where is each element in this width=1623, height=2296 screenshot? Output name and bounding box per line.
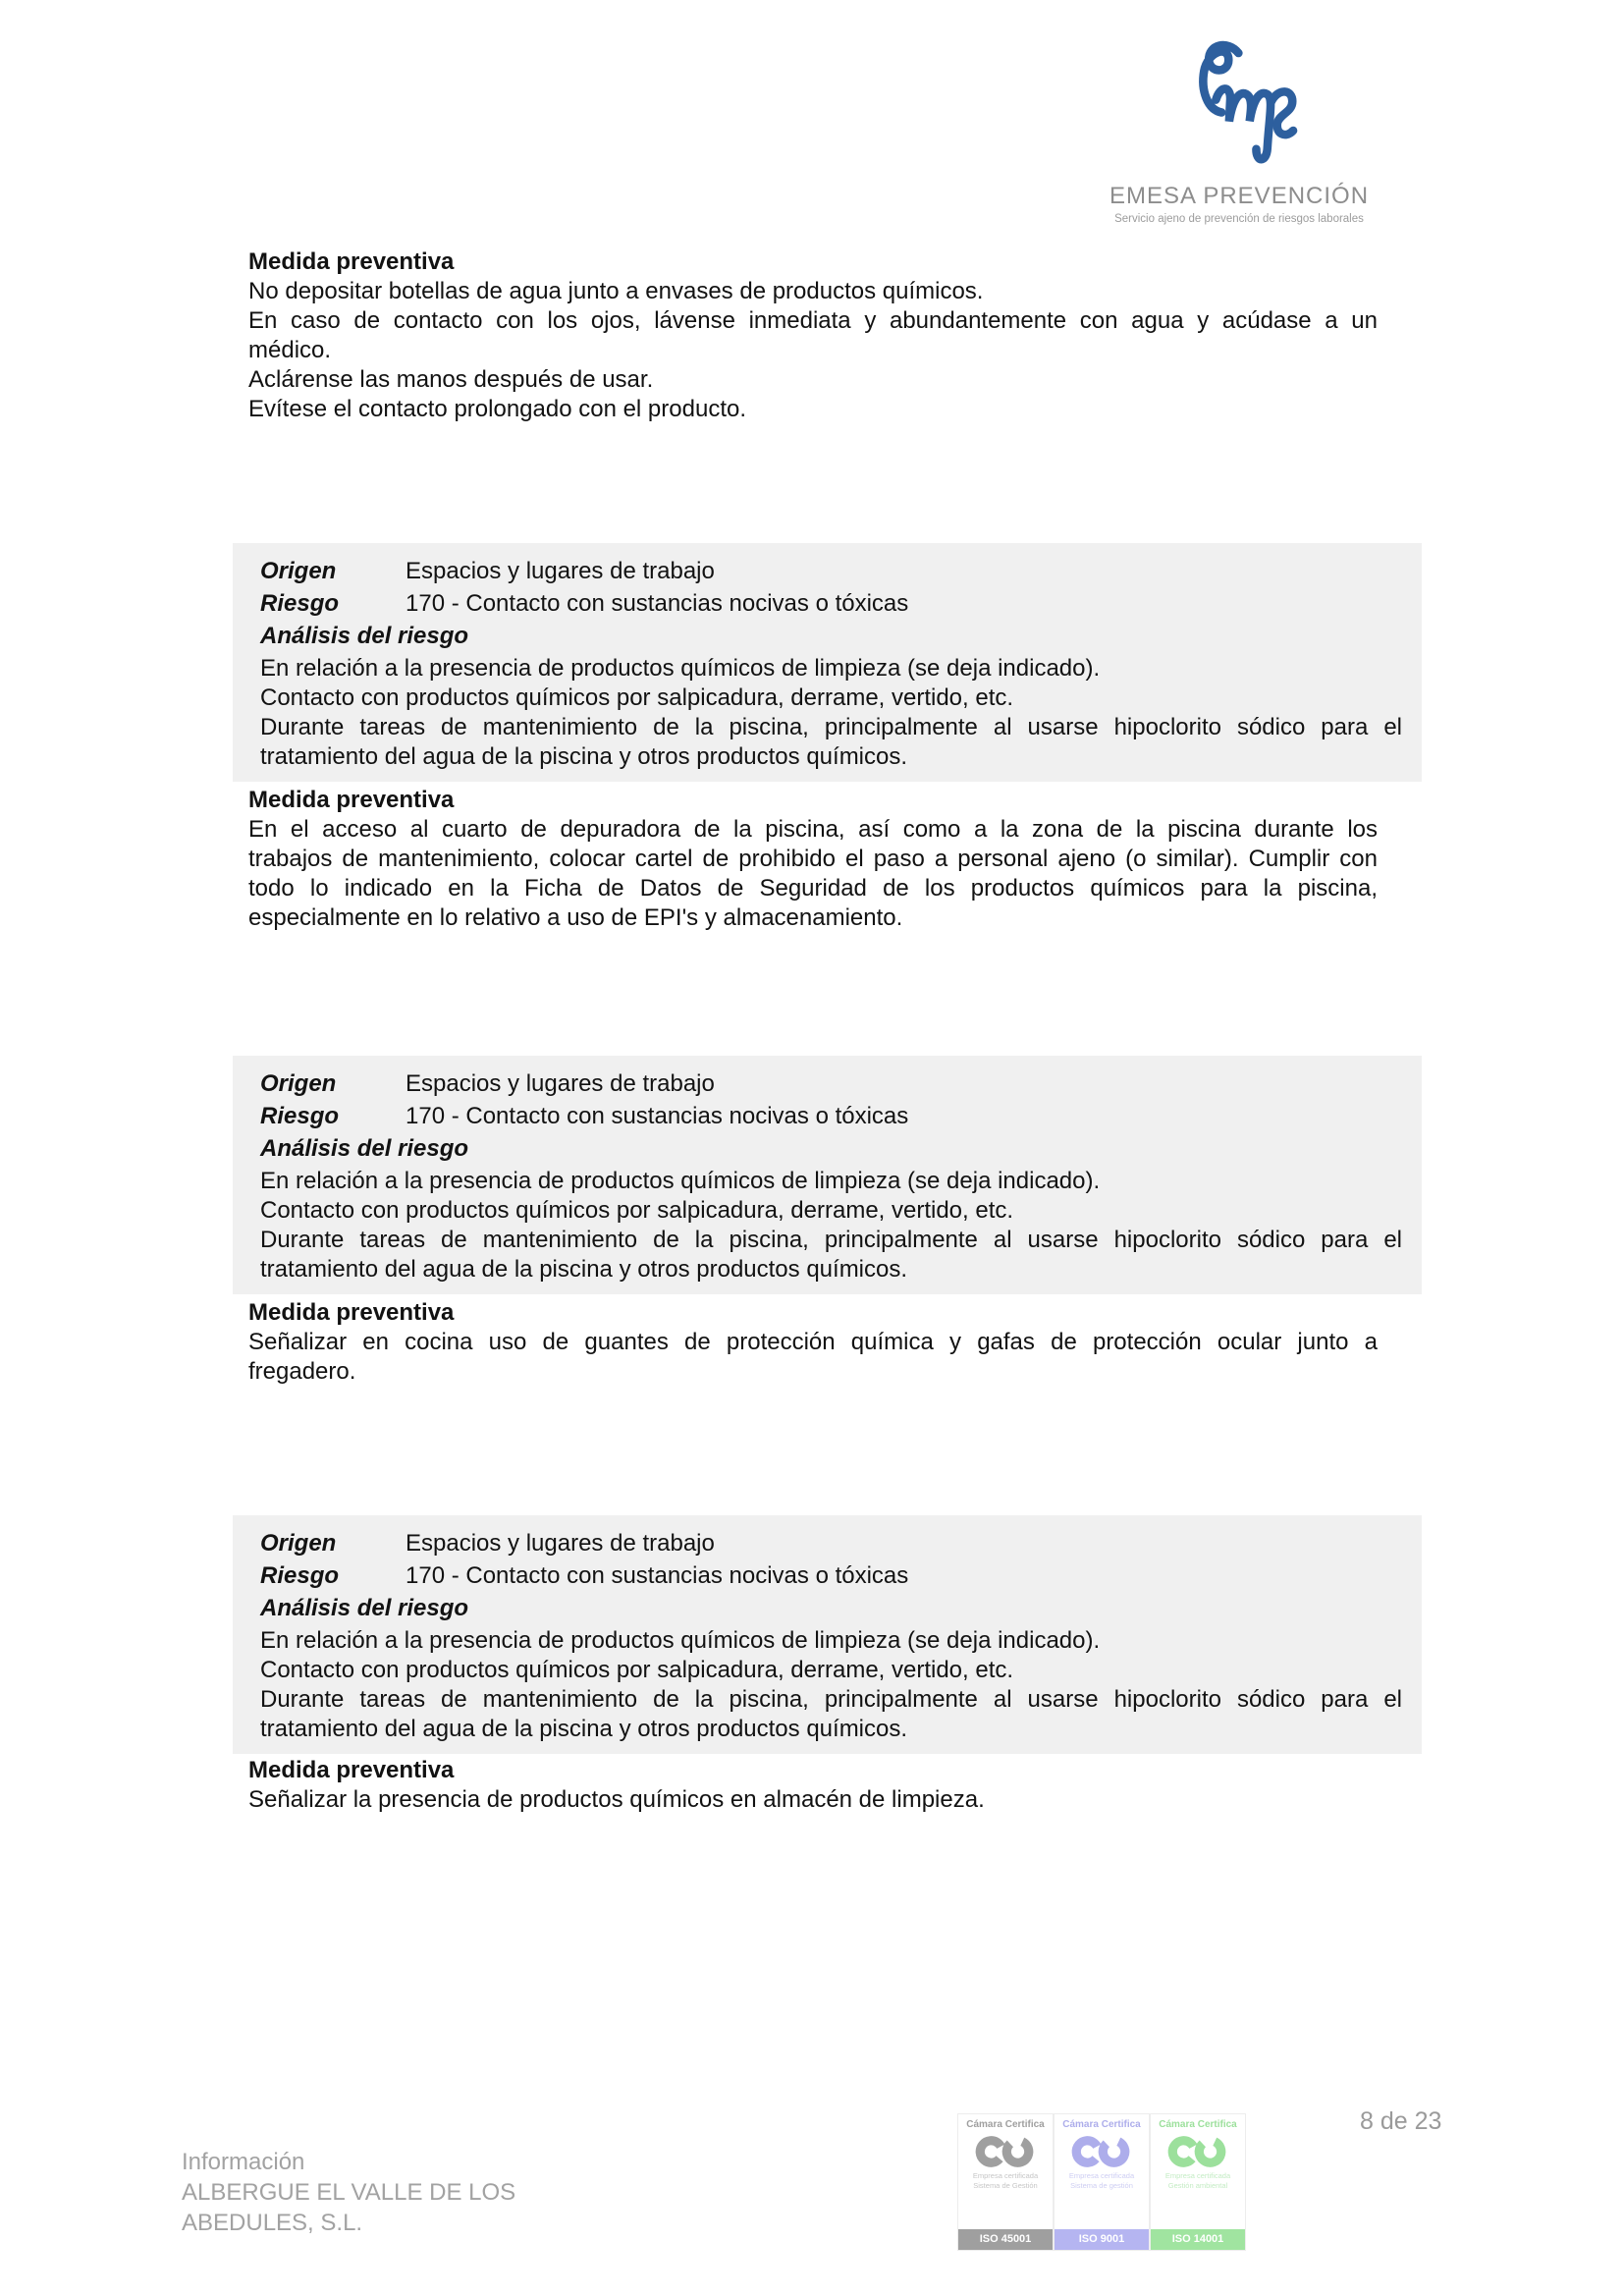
iso-45001-badge: [957, 2113, 1054, 2251]
risk-label: Riesgo: [260, 1103, 340, 1129]
measure-title: Medida preventiva: [248, 1757, 455, 1783]
measure-text-line: Evítese el contacto prolongado con el producto.: [248, 396, 746, 422]
origin-value: Espacios y lugares de trabajo: [406, 1070, 715, 1097]
risk-label: Riesgo: [260, 590, 340, 617]
footer-company-info: [182, 2147, 515, 2238]
preventive-measure-section-4: [248, 1756, 1378, 1815]
analysis-heading: Análisis del riesgo: [260, 623, 469, 649]
origin-row: [260, 557, 1402, 586]
analysis-text-line: En relación a la presencia de productos químicos de limpieza (se deja indicado).: [260, 1627, 1101, 1654]
badge-caption-line: Empresa certificada: [1164, 2171, 1231, 2180]
risk-row: [260, 589, 1402, 619]
origin-value: Espacios y lugares de trabajo: [406, 558, 715, 584]
badge-caption-line: Sistema de gestión: [1070, 2181, 1133, 2190]
origin-label: Origen: [260, 1070, 337, 1097]
brand-name: EMESA PREVENCIÓN: [1109, 183, 1370, 209]
badge-header: Cámara Certifica: [1062, 2119, 1141, 2130]
origin-row: [260, 1529, 1402, 1558]
preventive-measure-section-3: [248, 1298, 1378, 1387]
analysis-text-line: Contacto con productos químicos por salpicadura, derrame, vertido, etc.: [260, 684, 1014, 711]
analysis-text-line: Durante tareas de mantenimiento de la piscina, principalmente al usarse hipoclorito sódico para el: [260, 1686, 1402, 1713]
brand-tagline: Servicio ajeno de prevención de riesgos laborales: [1114, 213, 1364, 225]
emesa-script-logo-icon: [1180, 33, 1298, 177]
measure-text-line: Aclárense las manos después de usar.: [248, 366, 654, 393]
badge-caption-line: Gestión ambiental: [1167, 2181, 1228, 2190]
analysis-heading: Análisis del riesgo: [260, 1135, 469, 1162]
risk-row: [260, 1561, 1402, 1591]
badge-caption-line: Empresa certificada: [972, 2171, 1039, 2180]
measure-text-line: fregadero.: [248, 1358, 356, 1385]
badge-captions: [1069, 2171, 1134, 2191]
preventive-measure-section-1: [248, 247, 1378, 424]
analysis-text-line: Contacto con productos químicos por salpicadura, derrame, vertido, etc.: [260, 1197, 1014, 1224]
measure-title: Medida preventiva: [248, 1299, 455, 1326]
risk-block-2: [233, 1056, 1422, 1294]
risk-value: 170 - Contacto con sustancias nocivas o tóxicas: [406, 590, 909, 617]
badge-captions: [1165, 2171, 1230, 2191]
iso-label: ISO 14001: [1151, 2229, 1245, 2250]
origin-label: Origen: [260, 558, 337, 584]
risk-block-1: [233, 543, 1422, 782]
origin-label: Origen: [260, 1530, 337, 1557]
badge-caption-line: Empresa certificada: [1068, 2171, 1135, 2180]
risk-label: Riesgo: [260, 1562, 340, 1589]
analysis-text-line: En relación a la presencia de productos químicos de limpieza (se deja indicado).: [260, 1168, 1101, 1194]
measure-text-line: Señalizar en cocina uso de guantes de protección química y gafas de protección ocular junto a: [248, 1329, 1378, 1355]
iso-9001-badge: [1054, 2113, 1150, 2251]
measure-text-line: No depositar botellas de agua junto a envases de productos químicos.: [248, 278, 984, 304]
measure-title: Medida preventiva: [248, 787, 455, 813]
origin-value: Espacios y lugares de trabajo: [406, 1530, 715, 1557]
badge-caption-line: Sistema de Gestión: [973, 2181, 1038, 2190]
header-logo-block: [1080, 33, 1398, 225]
measure-title: Medida preventiva: [248, 248, 455, 275]
camara-certifica-cc-icon: [1069, 2134, 1134, 2169]
analysis-text-line: Durante tareas de mantenimiento de la piscina, principalmente al usarse hipoclorito sódico para el: [260, 1227, 1402, 1253]
camara-certifica-cc-icon: [1165, 2134, 1230, 2169]
risk-value: 170 - Contacto con sustancias nocivas o tóxicas: [406, 1103, 909, 1129]
iso-label: ISO 9001: [1055, 2229, 1149, 2250]
analysis-text-line: En relación a la presencia de productos químicos de limpieza (se deja indicado).: [260, 655, 1101, 682]
footer-info-label: Información: [182, 2149, 305, 2175]
measure-text-line: todo lo indicado en la Ficha de Datos de Seguridad de los productos químicos para la piscina,: [248, 875, 1378, 902]
badge-header: Cámara Certifica: [966, 2119, 1045, 2130]
measure-text-line: En caso de contacto con los ojos, lávense inmediata y abundantemente con agua y acúdase a un: [248, 307, 1378, 334]
risk-value: 170 - Contacto con sustancias nocivas o tóxicas: [406, 1562, 909, 1589]
camara-certifica-cc-icon: [973, 2134, 1038, 2169]
analysis-heading: Análisis del riesgo: [260, 1595, 469, 1621]
measure-text-line: médico.: [248, 337, 332, 363]
iso-label: ISO 45001: [958, 2229, 1053, 2250]
origin-row: [260, 1069, 1402, 1099]
preventive-measure-section-2: [248, 786, 1378, 933]
risk-block-3: [233, 1515, 1422, 1754]
footer-company-line: ABEDULES, S.L.: [182, 2210, 363, 2236]
footer-company-line: ALBERGUE EL VALLE DE LOS: [182, 2179, 516, 2206]
measure-text-line: especialmente en lo relativo a uso de EPI's y almacenamiento.: [248, 904, 903, 931]
analysis-text-line: Contacto con productos químicos por salpicadura, derrame, vertido, etc.: [260, 1657, 1014, 1683]
analysis-text-line: tratamiento del agua de la piscina y otros productos químicos.: [260, 1256, 908, 1283]
badge-header: Cámara Certifica: [1159, 2119, 1237, 2130]
measure-text-line: Señalizar la presencia de productos químicos en almacén de limpieza.: [248, 1786, 985, 1813]
analysis-text-line: Durante tareas de mantenimiento de la piscina, principalmente al usarse hipoclorito sódico para el: [260, 714, 1402, 740]
risk-row: [260, 1102, 1402, 1131]
analysis-text-line: tratamiento del agua de la piscina y otros productos químicos.: [260, 743, 908, 770]
measure-text-line: En el acceso al cuarto de depuradora de la piscina, así como a la zona de la piscina durante los: [248, 816, 1378, 843]
badge-captions: [973, 2171, 1038, 2191]
page-number: 8 de 23: [1360, 2107, 1442, 2135]
iso-14001-badge: [1150, 2113, 1246, 2251]
certification-badges: [957, 2113, 1246, 2251]
measure-text-line: trabajos de mantenimiento, colocar cartel de prohibido el paso a personal ajeno (o similar). Cumplir con: [248, 846, 1378, 872]
analysis-text-line: tratamiento del agua de la piscina y otros productos químicos.: [260, 1716, 908, 1742]
